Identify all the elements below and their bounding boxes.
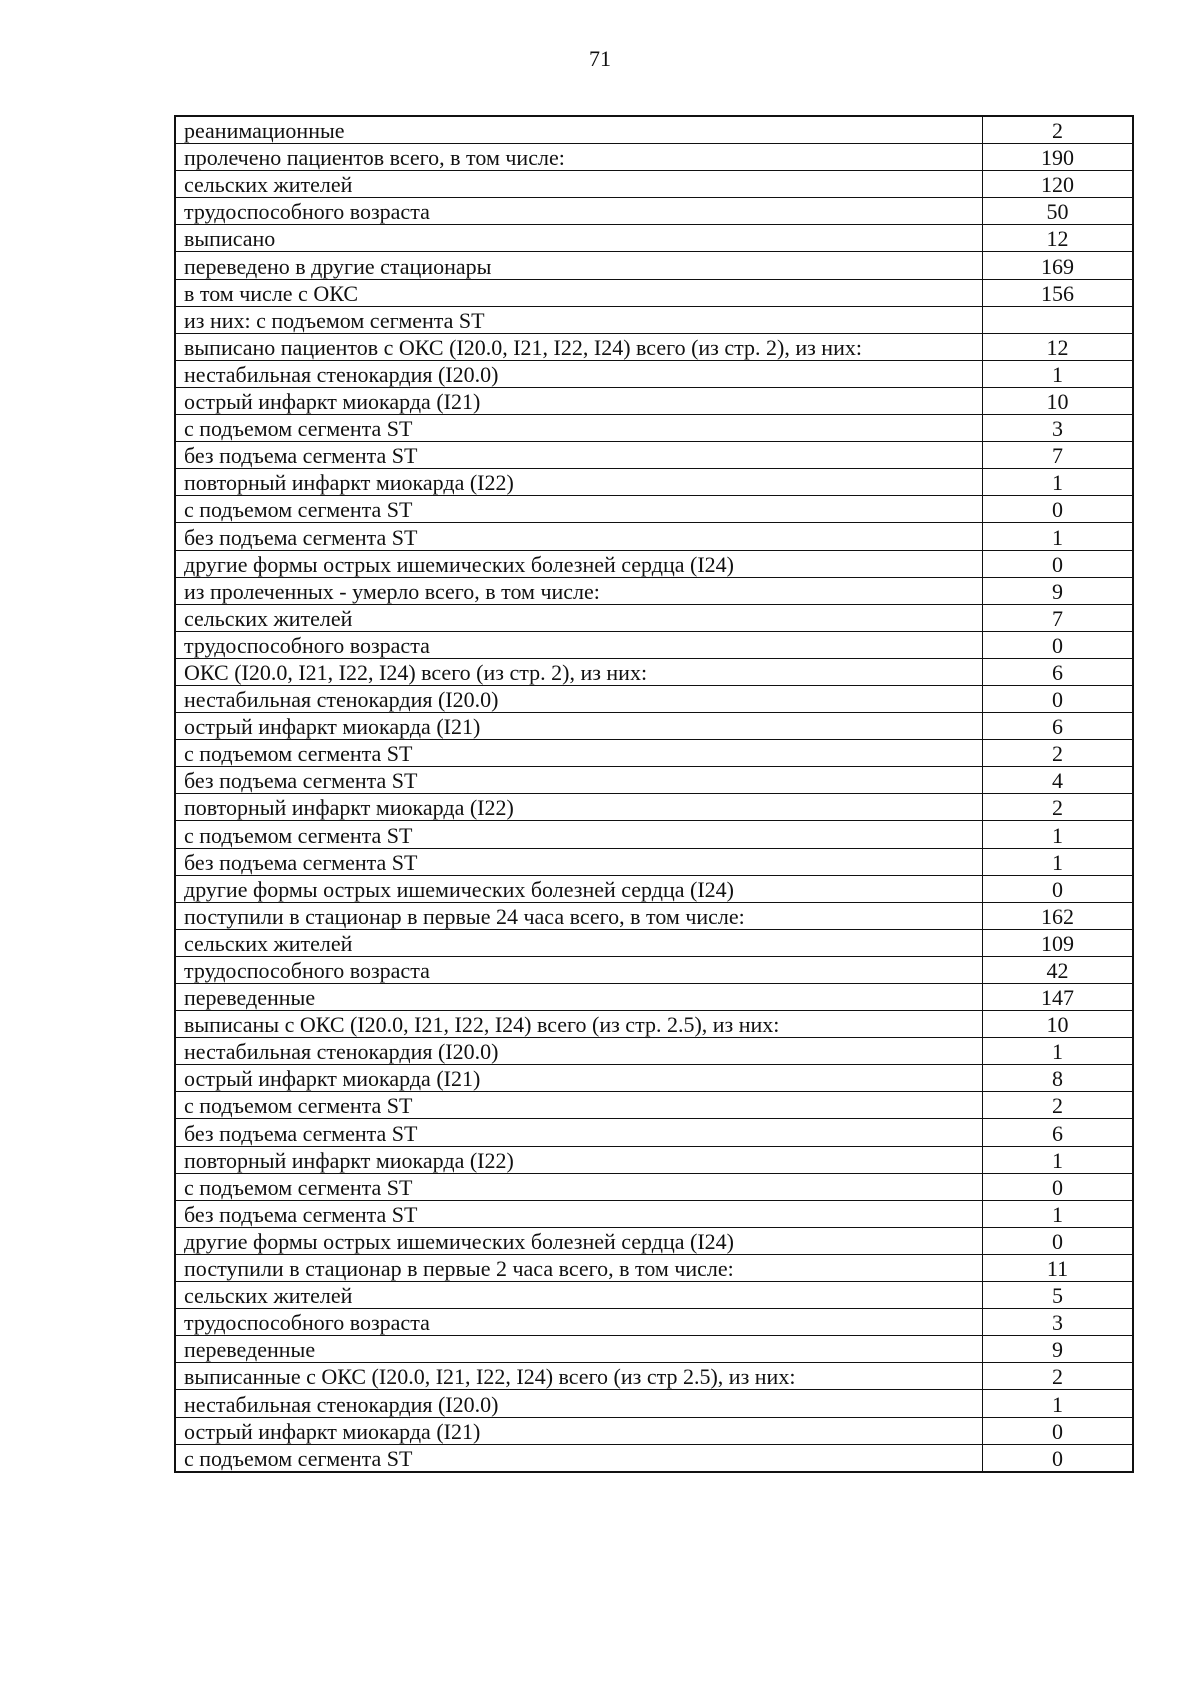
row-label: острый инфаркт миокарда (I21) — [175, 713, 983, 740]
row-value: 0 — [983, 1173, 1134, 1200]
row-value: 0 — [983, 550, 1134, 577]
row-value: 11 — [983, 1254, 1134, 1281]
row-label: повторный инфаркт миокарда (I22) — [175, 469, 983, 496]
row-label: другие формы острых ишемических болезней сердца (I24) — [175, 550, 983, 577]
table-row — [175, 1173, 1133, 1200]
row-value: 2 — [983, 740, 1134, 767]
table-row — [175, 225, 1133, 252]
row-value: 1 — [983, 469, 1134, 496]
row-label: с подъемом сегмента ST — [175, 1444, 983, 1472]
table-row — [175, 767, 1133, 794]
row-value: 0 — [983, 875, 1134, 902]
row-label: без подъема сегмента ST — [175, 523, 983, 550]
table-row — [175, 1038, 1133, 1065]
row-value: 3 — [983, 1309, 1134, 1336]
row-value: 0 — [983, 1444, 1134, 1472]
row-label: без подъема сегмента ST — [175, 442, 983, 469]
table-row — [175, 1417, 1133, 1444]
row-value: 42 — [983, 956, 1134, 983]
row-label: с подъемом сегмента ST — [175, 415, 983, 442]
table-row — [175, 685, 1133, 712]
table-row — [175, 360, 1133, 387]
row-value: 9 — [983, 577, 1134, 604]
row-value: 109 — [983, 929, 1134, 956]
row-label: выписано — [175, 225, 983, 252]
row-value: 1 — [983, 1200, 1134, 1227]
row-value: 9 — [983, 1336, 1134, 1363]
table-row — [175, 577, 1133, 604]
row-value: 147 — [983, 984, 1134, 1011]
row-label: острый инфаркт миокарда (I21) — [175, 1417, 983, 1444]
row-label: трудоспособного возраста — [175, 631, 983, 658]
row-label: поступили в стационар в первые 2 часа всего, в том числе: — [175, 1254, 983, 1281]
row-label: трудоспособного возраста — [175, 198, 983, 225]
table-row — [175, 415, 1133, 442]
row-label: сельских жителей — [175, 171, 983, 198]
row-label: нестабильная стенокардия (I20.0) — [175, 1390, 983, 1417]
row-label: острый инфаркт миокарда (I21) — [175, 1065, 983, 1092]
row-value: 1 — [983, 821, 1134, 848]
table-row — [175, 1390, 1133, 1417]
row-label: трудоспособного возраста — [175, 1309, 983, 1336]
row-label: поступили в стационар в первые 24 часа всего, в том числе: — [175, 902, 983, 929]
table-row — [175, 1011, 1133, 1038]
table-row — [175, 740, 1133, 767]
table-row — [175, 875, 1133, 902]
row-value: 1 — [983, 523, 1134, 550]
row-label: без подъема сегмента ST — [175, 1119, 983, 1146]
table-row — [175, 1444, 1133, 1472]
row-label: реанимационные — [175, 116, 983, 144]
table-row — [175, 1363, 1133, 1390]
row-value: 0 — [983, 496, 1134, 523]
row-label: сельских жителей — [175, 929, 983, 956]
table-row — [175, 171, 1133, 198]
table-row — [175, 713, 1133, 740]
row-value: 120 — [983, 171, 1134, 198]
row-label: выписано пациентов с ОКС (I20.0, I21, I22, I24) всего (из стр. 2), из них: — [175, 333, 983, 360]
row-value: 2 — [983, 1092, 1134, 1119]
row-value: 1 — [983, 1390, 1134, 1417]
row-value: 4 — [983, 767, 1134, 794]
row-label: ОКС (I20.0, I21, I22, I24) всего (из стр. 2), из них: — [175, 658, 983, 685]
table-row — [175, 523, 1133, 550]
table-row — [175, 1200, 1133, 1227]
row-label: с подъемом сегмента ST — [175, 821, 983, 848]
row-label: в том числе с ОКС — [175, 279, 983, 306]
row-value: 50 — [983, 198, 1134, 225]
page-number: 71 — [589, 46, 611, 71]
table-row — [175, 306, 1133, 333]
table-row — [175, 1065, 1133, 1092]
row-label: переведенные — [175, 984, 983, 1011]
row-value: 7 — [983, 604, 1134, 631]
row-label: с подъемом сегмента ST — [175, 1173, 983, 1200]
table-row — [175, 1092, 1133, 1119]
row-label: выписаны с ОКС (I20.0, I21, I22, I24) всего (из стр. 2.5), из них: — [175, 1011, 983, 1038]
row-value: 1 — [983, 360, 1134, 387]
row-label: пролечено пациентов всего, в том числе: — [175, 144, 983, 171]
table-row — [175, 198, 1133, 225]
table-row — [175, 848, 1133, 875]
row-label: другие формы острых ишемических болезней сердца (I24) — [175, 875, 983, 902]
table-row — [175, 550, 1133, 577]
table-row — [175, 631, 1133, 658]
row-label: переведенные — [175, 1336, 983, 1363]
row-label: повторный инфаркт миокарда (I22) — [175, 1146, 983, 1173]
table-row — [175, 144, 1133, 171]
row-value: 7 — [983, 442, 1134, 469]
table-row — [175, 984, 1133, 1011]
row-label: острый инфаркт миокарда (I21) — [175, 387, 983, 414]
row-value: 169 — [983, 252, 1134, 279]
table-row — [175, 902, 1133, 929]
row-label: нестабильная стенокардия (I20.0) — [175, 685, 983, 712]
row-label: из них: с подъемом сегмента ST — [175, 306, 983, 333]
table-row — [175, 658, 1133, 685]
row-value: 0 — [983, 1417, 1134, 1444]
row-value — [983, 306, 1134, 333]
row-label: переведено в другие стационары — [175, 252, 983, 279]
table-row — [175, 1282, 1133, 1309]
row-value: 6 — [983, 658, 1134, 685]
row-value: 1 — [983, 1038, 1134, 1065]
row-label: без подъема сегмента ST — [175, 1200, 983, 1227]
row-value: 2 — [983, 1363, 1134, 1390]
table-row — [175, 956, 1133, 983]
row-value: 0 — [983, 631, 1134, 658]
table-row — [175, 496, 1133, 523]
row-value: 10 — [983, 387, 1134, 414]
table-row — [175, 821, 1133, 848]
table-row — [175, 1336, 1133, 1363]
table-row — [175, 794, 1133, 821]
table-row — [175, 116, 1133, 144]
row-label: другие формы острых ишемических болезней сердца (I24) — [175, 1227, 983, 1254]
row-label: с подъемом сегмента ST — [175, 740, 983, 767]
row-label: сельских жителей — [175, 1282, 983, 1309]
row-label: нестабильная стенокардия (I20.0) — [175, 1038, 983, 1065]
row-label: без подъема сегмента ST — [175, 767, 983, 794]
row-value: 8 — [983, 1065, 1134, 1092]
table-body — [175, 116, 1133, 1472]
row-label: из пролеченных - умерло всего, в том числе: — [175, 577, 983, 604]
row-label: сельских жителей — [175, 604, 983, 631]
row-value: 1 — [983, 848, 1134, 875]
table-row — [175, 1146, 1133, 1173]
table-row — [175, 604, 1133, 631]
row-value: 3 — [983, 415, 1134, 442]
row-value: 0 — [983, 685, 1134, 712]
table-row — [175, 387, 1133, 414]
row-value: 12 — [983, 333, 1134, 360]
table-row — [175, 279, 1133, 306]
row-value: 190 — [983, 144, 1134, 171]
table-row — [175, 442, 1133, 469]
row-label: нестабильная стенокардия (I20.0) — [175, 360, 983, 387]
table-row — [175, 1227, 1133, 1254]
row-value: 5 — [983, 1282, 1134, 1309]
table-row — [175, 1309, 1133, 1336]
row-value: 0 — [983, 1227, 1134, 1254]
row-value: 6 — [983, 1119, 1134, 1146]
table-row — [175, 469, 1133, 496]
table-row — [175, 1119, 1133, 1146]
row-value: 156 — [983, 279, 1134, 306]
row-value: 1 — [983, 1146, 1134, 1173]
table-row — [175, 1254, 1133, 1281]
row-value: 2 — [983, 794, 1134, 821]
table-row — [175, 252, 1133, 279]
row-value: 10 — [983, 1011, 1134, 1038]
row-value: 162 — [983, 902, 1134, 929]
table-row — [175, 333, 1133, 360]
row-value: 6 — [983, 713, 1134, 740]
row-label: без подъема сегмента ST — [175, 848, 983, 875]
row-label: трудоспособного возраста — [175, 956, 983, 983]
row-label: повторный инфаркт миокарда (I22) — [175, 794, 983, 821]
row-value: 2 — [983, 116, 1134, 144]
row-value: 12 — [983, 225, 1134, 252]
statistics-table — [174, 115, 1134, 1473]
row-label: выписанные с ОКС (I20.0, I21, I22, I24) всего (из стр 2.5), из них: — [175, 1363, 983, 1390]
row-label: с подъемом сегмента ST — [175, 1092, 983, 1119]
row-label: с подъемом сегмента ST — [175, 496, 983, 523]
table-row — [175, 929, 1133, 956]
